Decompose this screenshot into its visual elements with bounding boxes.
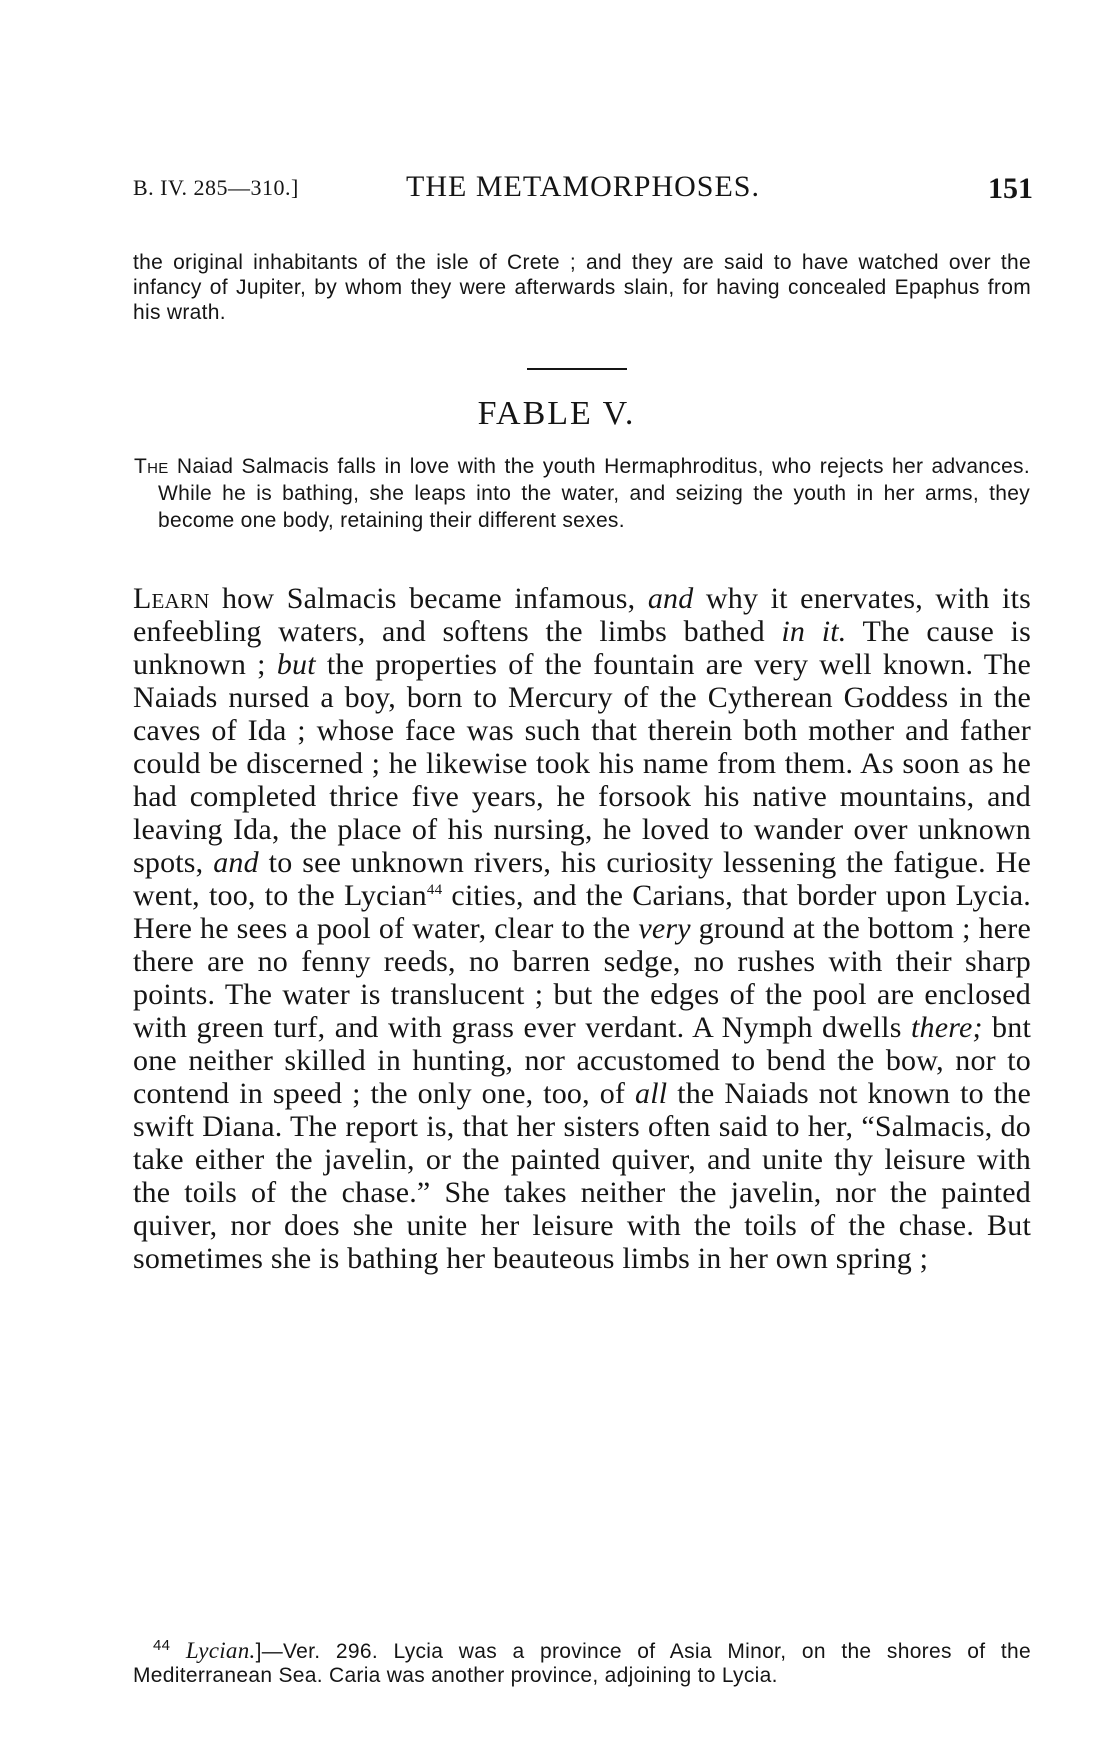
text-run: to see unknown rivers, his curiosity lessening the fatigue. He went, too, to the Lycian xyxy=(133,846,1032,912)
section-divider xyxy=(527,368,627,370)
fable-argument xyxy=(134,453,1030,534)
italic-text: very xyxy=(638,912,691,945)
fable-heading: FABLE V. xyxy=(477,395,636,432)
text-run: The cause is unknown ; xyxy=(133,615,1031,681)
argument-text: Naiad Salmacis falls in love with the youth Hermaphroditus, who rejects her advances. While he is bathing, she leaps into the water, and seizing the youth in her arms, they become one body, retaining their different sexes. xyxy=(158,455,1030,532)
text-run: why it enervates, with its enfeebling waters, and softens the limbs bathed xyxy=(133,582,1031,648)
italic-text: in it. xyxy=(781,615,847,648)
footnote-reference: 44 xyxy=(426,882,443,898)
footnote xyxy=(133,1639,1031,1688)
argument-lead-word: The xyxy=(134,455,169,478)
text-run: the properties of the fountain are very well known. The Naiads nursed a boy, born to Mercury of the Cytherean Goddess in the caves of Ida ; whose face was such that therein both mother and father could be discerned ; he likewise took his name from them. As soon as he had completed thrice five years, he forsook his native mountains, and leaving Ida, the place of his nursing, he loved to wander over unknown spots, xyxy=(133,648,1032,879)
italic-text: all xyxy=(635,1077,668,1110)
footnote-term: Lycian. xyxy=(185,1638,256,1663)
text-run: cities, and the Carians, that border upon Lycia. Here he sees a pool of water, clear to the xyxy=(133,879,1031,945)
running-header xyxy=(133,165,1033,205)
italic-text: there; xyxy=(910,1011,983,1044)
text-run: the Naiads not known to the swift Diana. The report is, that her sisters often said to her, “Salmacis, do take either the javelin, or the painted quiver, and unite thy leisure with the toils of the chase.” She takes neither the javelin, nor the painted quiver, nor does she unite her leisure with the toils of the chase. But sometimes she is bathing her beauteous limbs in her own spring ; xyxy=(133,1077,1031,1275)
footnote-text: ]—Ver. 296. Lycia was a province of Asia Minor, on the shores of the Mediterranean Sea. Caria was another province, adjoining to Lycia. xyxy=(133,1640,1031,1687)
italic-text: and xyxy=(213,846,259,879)
continued-note: the original inhabitants of the isle of Crete ; and they are said to have watched over the infancy of Jupiter, by whom they were afterwards slain, for having concealed Epaphus from his wrath. xyxy=(133,251,1031,324)
text-run: bnt one neither skilled in hunting, nor accustomed to bend the bow, nor to contend in speed ; the only one, too, of xyxy=(133,1011,1031,1110)
page-number: 151 xyxy=(988,172,1033,205)
footnote-indent xyxy=(133,1640,153,1663)
text-run: ground at the bottom ; here there are no fenny reeds, no barren sedge, no rushes with their sharp points. The water is translucent ; but the edges of the pool are enclosed with green turf, and with grass ever verdant. A Nymph dwells xyxy=(133,912,1031,1044)
text-run: how Salmacis became infamous, xyxy=(209,582,648,615)
main-text-lead-word: Learn xyxy=(133,582,210,615)
italic-text: and xyxy=(647,582,694,615)
book-line-reference: B. IV. 285—310.] xyxy=(133,175,299,200)
footnote-marker: 44 xyxy=(153,1637,171,1654)
running-title: THE METAMORPHOSES. xyxy=(406,170,760,203)
main-text xyxy=(133,582,1031,1275)
italic-text: but xyxy=(276,648,316,681)
